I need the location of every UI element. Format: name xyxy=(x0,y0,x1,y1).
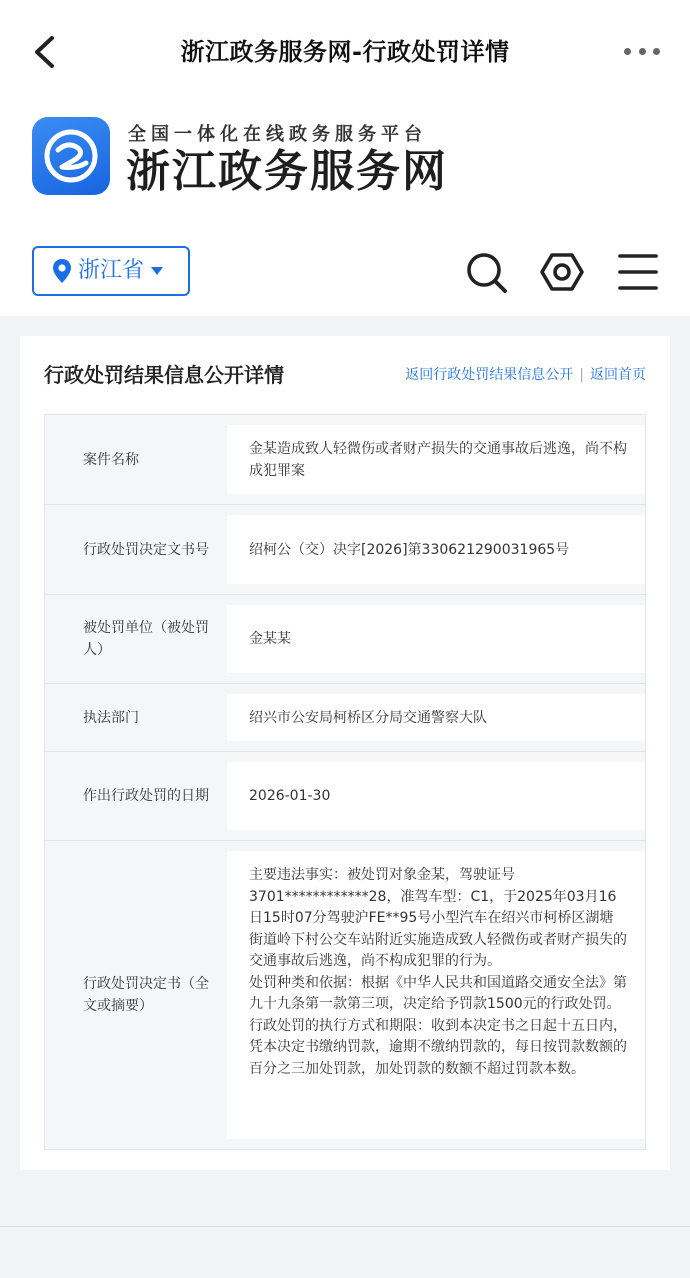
brand-header xyxy=(0,100,690,316)
home-link[interactable]: 返回首页 xyxy=(590,367,646,383)
row-label: 行政处罚决定书（全文或摘要） xyxy=(45,841,227,1149)
brand-name: 浙江政务服务网 xyxy=(126,146,448,197)
back-to-list-link[interactable]: 返回行政处罚结果信息公开 xyxy=(405,367,574,383)
row-value: 绍兴市公安局柯桥区分局交通警察大队 xyxy=(227,694,645,741)
row-value xyxy=(227,851,645,1139)
bottom-divider xyxy=(0,1226,690,1227)
top-nav-bar xyxy=(0,0,690,100)
decision-paragraph: 行政处罚的执行方式和期限：收到本决定书之日起十五日内，凭本决定书缴纳罚款，逾期不缴纳罚款的，每日按罚款数额的百分之三加处罚款，加处罚款的数额不超过罚款本数。 xyxy=(249,1017,627,1077)
brand-subtitle: 全国一体化在线政务服务平台 xyxy=(128,124,427,145)
row-label: 案件名称 xyxy=(45,415,227,504)
region-selector[interactable] xyxy=(32,246,190,296)
menu-icon[interactable] xyxy=(616,250,660,294)
card-title: 行政处罚结果信息公开详情 xyxy=(44,363,284,387)
region-label: 浙江省 xyxy=(78,258,145,283)
card-links xyxy=(405,364,646,386)
row-label: 被处罚单位（被处罚人） xyxy=(45,595,227,683)
decision-paragraph: 主要违法事实：被处罚对象金某，驾驶证号3701************28，准驾车型：C1，于2025年03月16日15时07分驾驶沪FE**95号小型汽车在绍兴市柯桥区湖塘街道岭下村公交车站附近实施造成致人轻微伤或者财产损失的交通事故后逃逸，尚不构成犯罪的行为。 xyxy=(249,867,627,969)
detail-table xyxy=(44,414,646,1150)
caret-down-icon xyxy=(150,266,164,276)
table-row xyxy=(45,595,645,684)
more-button[interactable] xyxy=(624,44,660,58)
table-row xyxy=(45,684,645,752)
table-row xyxy=(45,841,645,1149)
detail-card xyxy=(20,336,670,1170)
link-separator: | xyxy=(579,367,584,383)
table-row xyxy=(45,505,645,595)
table-row xyxy=(45,415,645,505)
row-value: 金某造成致人轻微伤或者财产损失的交通事故后逃逸，尚不构成犯罪案 xyxy=(227,425,645,494)
search-icon[interactable] xyxy=(464,250,508,294)
portal-logo[interactable] xyxy=(32,117,110,195)
row-value: 金某某 xyxy=(227,605,645,673)
chevron-left-icon xyxy=(32,35,56,69)
location-pin-icon xyxy=(52,258,72,284)
page-title: 浙江政务服务网-行政处罚详情 xyxy=(180,38,510,66)
logo-swirl-icon xyxy=(32,117,110,195)
settings-icon[interactable] xyxy=(540,250,584,294)
row-value: 2026-01-30 xyxy=(227,762,645,830)
row-label: 行政处罚决定文书号 xyxy=(45,505,227,594)
back-button[interactable] xyxy=(24,30,64,74)
table-row xyxy=(45,752,645,841)
row-value: 绍柯公（交）决字[2026]第330621290031965号 xyxy=(227,515,645,584)
row-label: 作出行政处罚的日期 xyxy=(45,752,227,840)
row-label: 执法部门 xyxy=(45,684,227,751)
decision-paragraph: 处罚种类和依据：根据《中华人民共和国道路交通安全法》第九十九条第一款第三项，决定给予罚款1500元的行政处罚。 xyxy=(249,974,627,1012)
more-icon xyxy=(624,48,631,55)
